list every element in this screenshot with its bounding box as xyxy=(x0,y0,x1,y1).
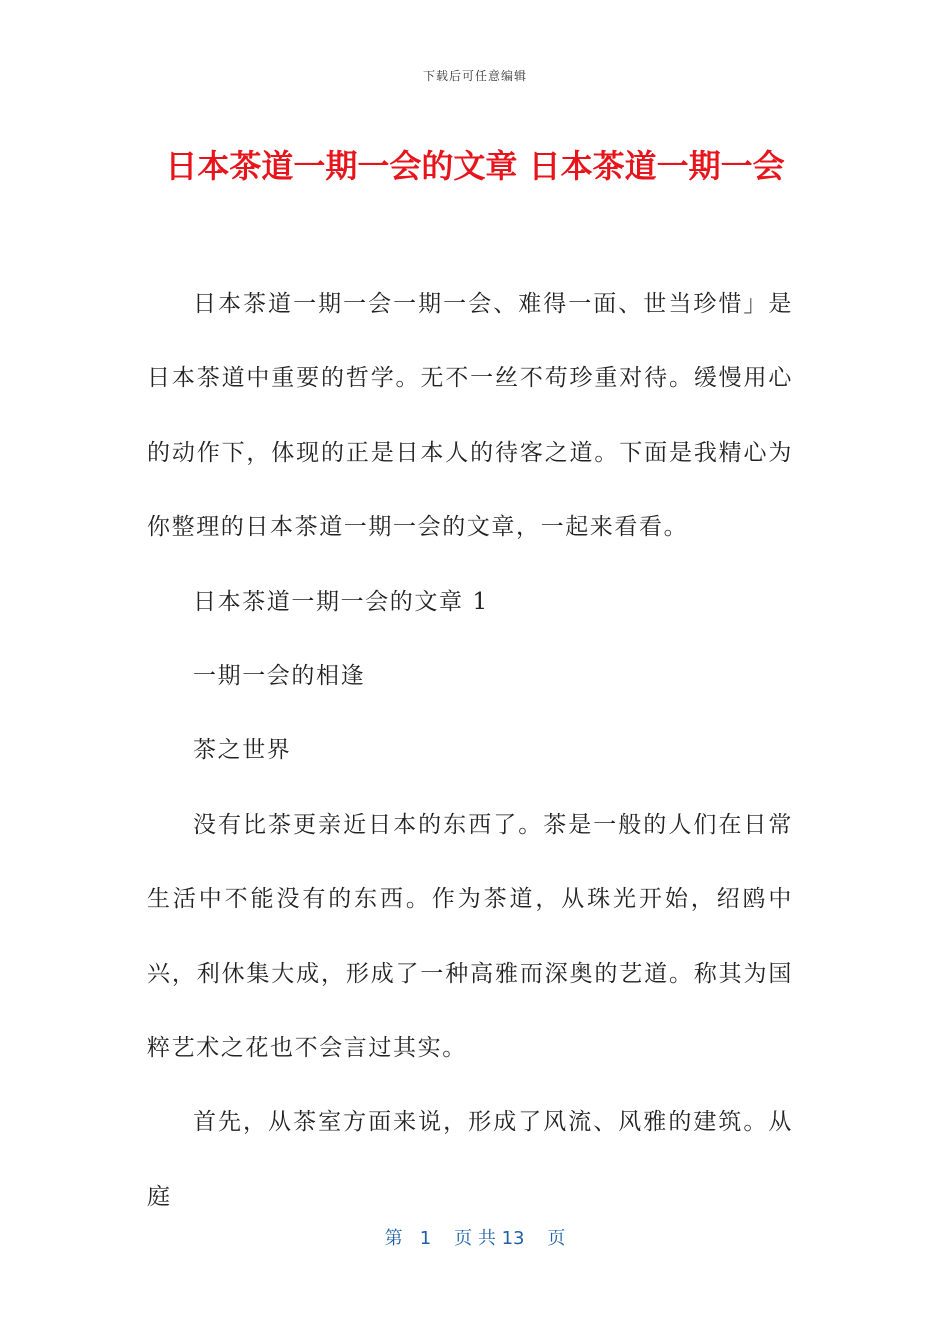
paragraph-tea-history: 没有比茶更亲近日本的东西了。茶是一般的人们在日常生活中不能没有的东西。作为茶道，从珠光开始，绍鸥中兴，利休集大成，形成了一种高雅而深奥的艺道。称其为国粹艺术之花也不会言过其实。 xyxy=(147,811,793,1062)
footer-middle: 页 共 xyxy=(454,1228,496,1249)
footer-prefix: 第 xyxy=(384,1228,403,1249)
document-title: 日本茶道一期一会的文章 日本茶道一期一会 xyxy=(165,147,785,185)
document-body xyxy=(147,267,793,1234)
header-note: 下载后可任意编辑 xyxy=(422,69,527,83)
subsection-heading-tea-world: 茶之世界 xyxy=(193,737,292,764)
current-page-number: 1 xyxy=(419,1228,432,1249)
page-footer xyxy=(0,1224,950,1250)
footer-suffix: 页 xyxy=(547,1228,566,1249)
paragraph-intro: 日本茶道一期一会一期一会、难得一面、世当珍惜」是日本茶道中重要的哲学。无不一丝不苟珍重对待。缓慢用心的动作下，体现的正是日本人的待客之道。下面是我精心为你整理的日本茶道一期一会的文章，一起来看看。 xyxy=(147,291,793,541)
section-heading: 日本茶道一期一会的文章 1 xyxy=(193,588,489,615)
paragraph-tea-room: 首先，从茶室方面来说，形成了风流、风雅的建筑。从庭 xyxy=(147,1109,793,1210)
total-pages-number: 13 xyxy=(501,1228,525,1249)
subsection-heading: 一期一会的相逢 xyxy=(193,663,366,690)
